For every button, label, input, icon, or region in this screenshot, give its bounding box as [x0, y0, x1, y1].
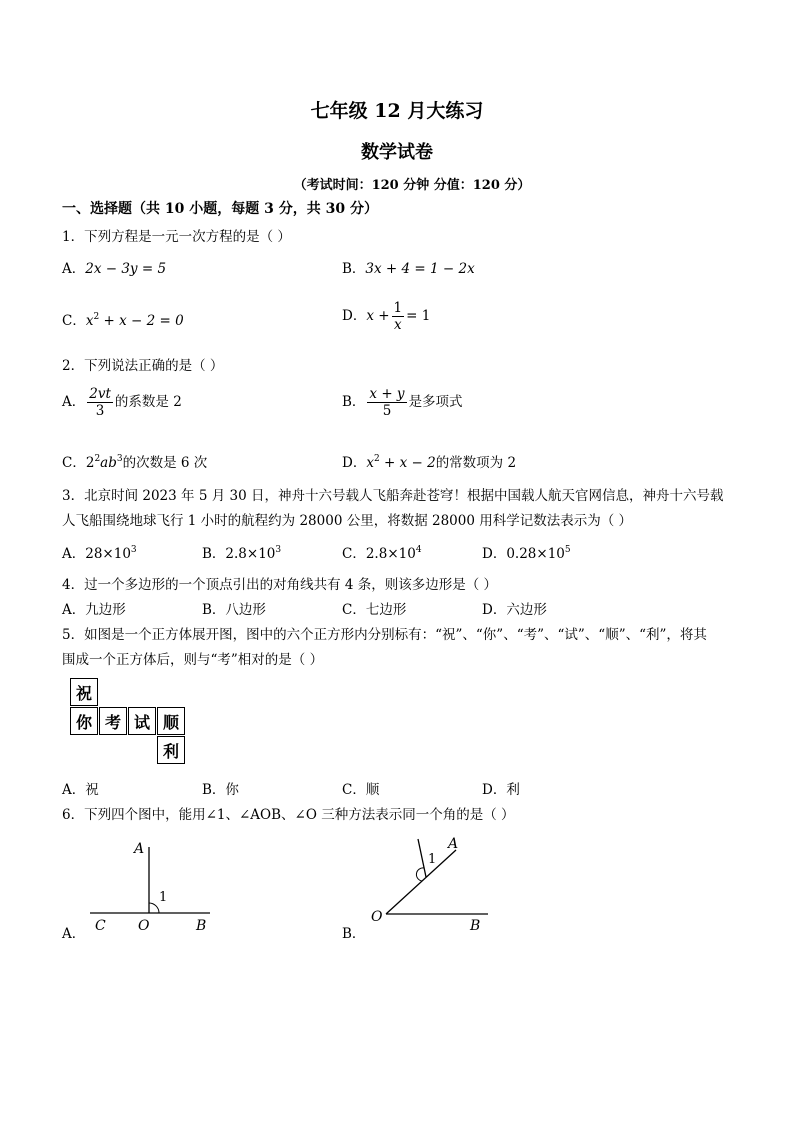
- net-cell-kao: 考: [99, 707, 127, 735]
- q2-option-a: A． $\frac{2vt}{3}$ 的系数是 2: [62, 386, 182, 419]
- page-title: 七年级 12 月大练习: [310, 100, 484, 122]
- net-cell-shun: 顺: [157, 707, 185, 735]
- q6-figure-a: [86, 835, 226, 935]
- section-heading: 一、选择题（共 10 小题，每题 3 分，共 30 分）: [62, 201, 378, 217]
- q3-option-c: C．$2.8\times 10^4$: [342, 545, 422, 562]
- q2-option-c: C．$2^2ab^3$的次数是 6 次: [62, 454, 208, 471]
- q6-figure-b: [366, 833, 506, 935]
- q2-option-d: D．$x^2 + x - 2$的常数项为 2: [342, 454, 517, 471]
- q4-option-a: A．九边形: [62, 602, 126, 618]
- q4-option-d: D．六边形: [482, 602, 547, 618]
- fig-b-label-1: 1: [428, 852, 437, 867]
- q5-option-a: A．祝: [62, 782, 99, 798]
- fig-a-label-C: C: [95, 918, 106, 934]
- fig-a-label-B: B: [196, 918, 207, 934]
- q6-option-b-label: B．: [342, 926, 366, 942]
- q4-option-b: B．八边形: [202, 602, 266, 618]
- net-cell-zhu: 祝: [70, 678, 98, 706]
- fig-a-label-A: A: [134, 841, 145, 857]
- q6-option-a-label: A．: [62, 926, 86, 942]
- q4-option-c: C．七边形: [342, 602, 407, 618]
- q5-option-b: B．你: [202, 782, 239, 798]
- q4-stem: 4．过一个多边形的一个顶点引出的对角线共有 4 条，则该多边形是（ ）: [62, 577, 498, 593]
- q3-stem-line2: 人飞船围绕地球飞行 1 小时的航程约为 28000 公里，将数据 28000 用科学记数法表示为（ ）: [62, 513, 633, 529]
- fig-a-label-O: O: [138, 918, 150, 934]
- q3-stem-line1: 3．北京时间 2023 年 5 月 30 日，神舟十六号载人飞船奔赴苍穹！根据中国载人航天官网信息，神舟十六号载: [62, 488, 724, 504]
- q5-option-c: C．顺: [342, 782, 380, 798]
- fig-b-label-O: O: [371, 909, 383, 925]
- fig-a-label-1: 1: [159, 890, 168, 905]
- q5-stem-line2: 围成一个正方体后，则与“考”相对的是（ ）: [62, 652, 324, 668]
- exam-meta: （考试时间：120 分钟 分值：120 分）: [293, 178, 531, 193]
- page-subtitle: 数学试卷: [361, 142, 433, 163]
- q3-option-d: D．$0.28\times 10^5$: [482, 545, 571, 562]
- fig-b-label-A: A: [448, 836, 459, 852]
- q3-option-b: B．$2.8\times 10^3$: [202, 545, 282, 562]
- fig-b-label-B: B: [470, 918, 481, 934]
- q1-option-c: C．$x^2 + x - 2 = 0$: [62, 312, 184, 329]
- q5-stem-line1: 5．如图是一个正方体展开图，图中的六个正方形内分别标有：“祝”、“你”、“考”、“试”、“顺”、“利”，将其: [62, 627, 707, 643]
- q1-stem: 1．下列方程是一元一次方程的是（ ）: [62, 229, 291, 245]
- q3-option-a: A．$28\times 10^3$: [62, 545, 137, 562]
- q2-option-b: B． $\frac{x + y}{5}$ 是多项式: [342, 386, 463, 419]
- net-cell-li: 利: [157, 736, 185, 764]
- net-cell-ni: 你: [70, 707, 98, 735]
- q1-option-d: D．x + $\frac{1}{x}$ = 1: [342, 300, 431, 333]
- q1-option-a: A．2x − 3y = 5: [62, 261, 167, 277]
- cube-net-figure: [70, 678, 186, 766]
- q6-stem: 6．下列四个图中，能用∠1、∠AOB、∠O 三种方法表示同一个角的是（ ）: [62, 807, 515, 823]
- q2-stem: 2．下列说法正确的是（ ）: [62, 358, 224, 374]
- net-cell-shi: 试: [128, 707, 156, 735]
- q1-option-b: B．3x + 4 = 1 − 2x: [342, 261, 475, 277]
- q5-option-d: D．利: [482, 782, 520, 798]
